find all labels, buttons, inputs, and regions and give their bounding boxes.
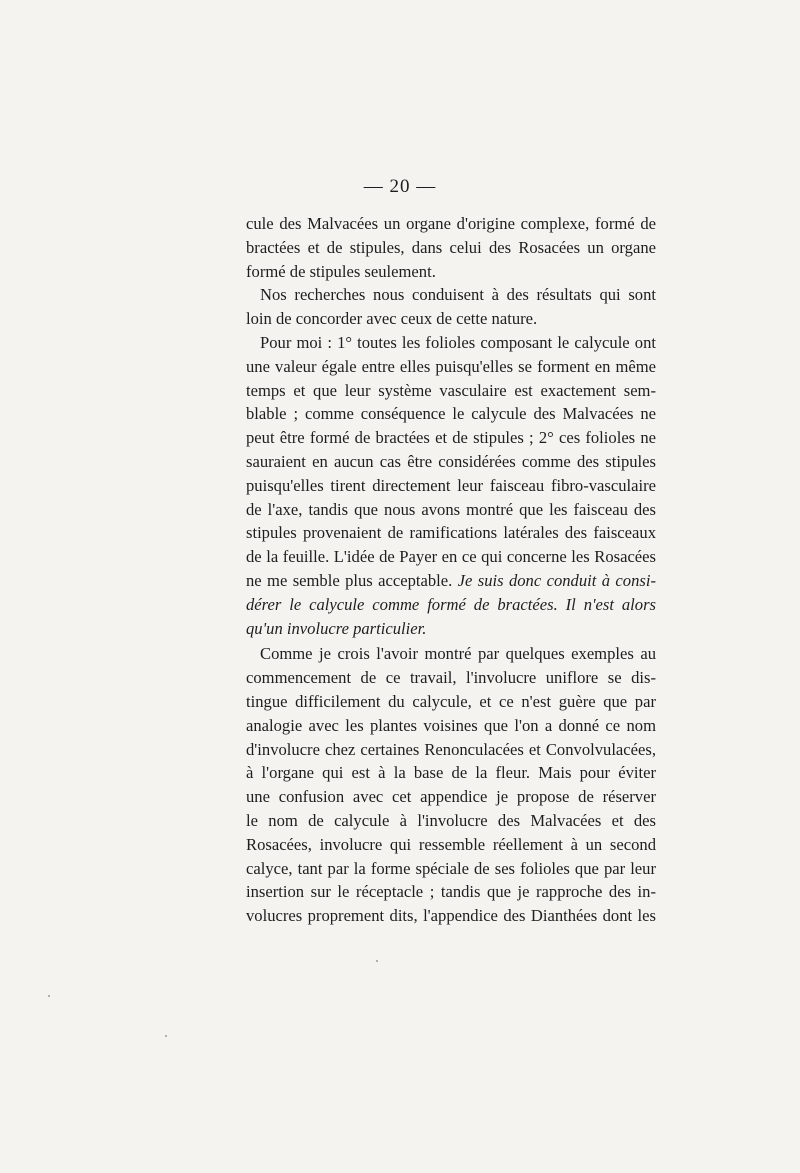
text-line-mixed: [246, 569, 656, 593]
text-line: analogie avec les plantes voisines que l'on a donné ce nom: [246, 715, 656, 735]
page-number: — 20 —: [363, 176, 437, 197]
text-line: sauraient en aucun cas être considérées comme des stipules: [246, 451, 656, 471]
text-line: d'involucre chez certaines Renonculacées et Convolvulacées,: [246, 739, 656, 759]
text-line: calyce, tant par la forme spéciale de ses folioles que par leur: [246, 858, 656, 878]
text-line: Pour moi : 1° toutes les folioles composant le calycule ont: [260, 332, 656, 352]
text-line: stipules provenaient de ramifications latérales des faisceaux: [246, 523, 656, 543]
text-line: insertion sur le réceptacle ; tandis que je rapproche des in-: [246, 882, 656, 902]
text-segment: ne me semble plus acceptable.: [246, 570, 453, 590]
text-segment-italic: qu'un involucre particulier.: [246, 618, 427, 638]
text-line: volucres proprement dits, l'appendice des Dianthées dont les: [246, 906, 656, 926]
text-segment-italic: dérer le calycule comme formé de bractées. Il n'est alors: [246, 594, 656, 614]
text-line: Comme je crois l'avoir montré par quelques exemples au: [260, 644, 656, 664]
text-line: formé de stipules seulement.: [246, 261, 436, 281]
text-line: à l'organe qui est à la base de la fleur. Mais pour éviter: [246, 763, 656, 783]
text-line: une valeur égale entre elles puisqu'elles se forment en même: [246, 356, 656, 376]
text-line: une confusion avec cet appendice je propose de réserver: [246, 787, 656, 807]
body-text: [246, 212, 656, 928]
paper-speck: [376, 960, 378, 962]
text-line: temps et que leur système vasculaire est exactement sem-: [246, 380, 656, 400]
text-line-italic: [246, 593, 656, 617]
text-line: cule des Malvacées un organe d'origine complexe, formé de: [246, 214, 656, 233]
text-line: de l'axe, tandis que nous avons montré que les faisceau des: [246, 499, 656, 519]
text-line: le nom de calycule à l'involucre des Malvacées et des: [246, 810, 656, 830]
text-line: bractées et de stipules, dans celui des Rosacées un organe: [246, 237, 656, 257]
text-line: commencement de ce travail, l'involucre uniflore se dis-: [246, 668, 656, 688]
text-line: de la feuille. L'idée de Payer en ce qui concerne les Rosacées: [246, 547, 656, 567]
text-line: blable ; comme conséquence le calycule des Malvacées ne: [246, 404, 656, 424]
text-segment-italic: Je suis donc conduit à consi-: [457, 570, 656, 590]
text-line: Nos recherches nous conduisent à des résultats qui sont: [260, 285, 656, 305]
text-line: puisqu'elles tirent directement leur faisceau fibro-vasculaire: [246, 475, 656, 495]
text-line: loin de concorder avec ceux de cette nature.: [246, 309, 538, 329]
text-line-italic: [246, 617, 656, 641]
paper-speck: [48, 995, 50, 997]
text-line: Rosacées, involucre qui ressemble réellement à un second: [246, 834, 656, 854]
paper-speck: [165, 1035, 167, 1037]
text-line: peut être formé de bractées et de stipules ; 2° ces folioles ne: [246, 428, 656, 448]
text-line: tingue difficilement du calycule, et ce n'est guère que par: [246, 691, 656, 711]
